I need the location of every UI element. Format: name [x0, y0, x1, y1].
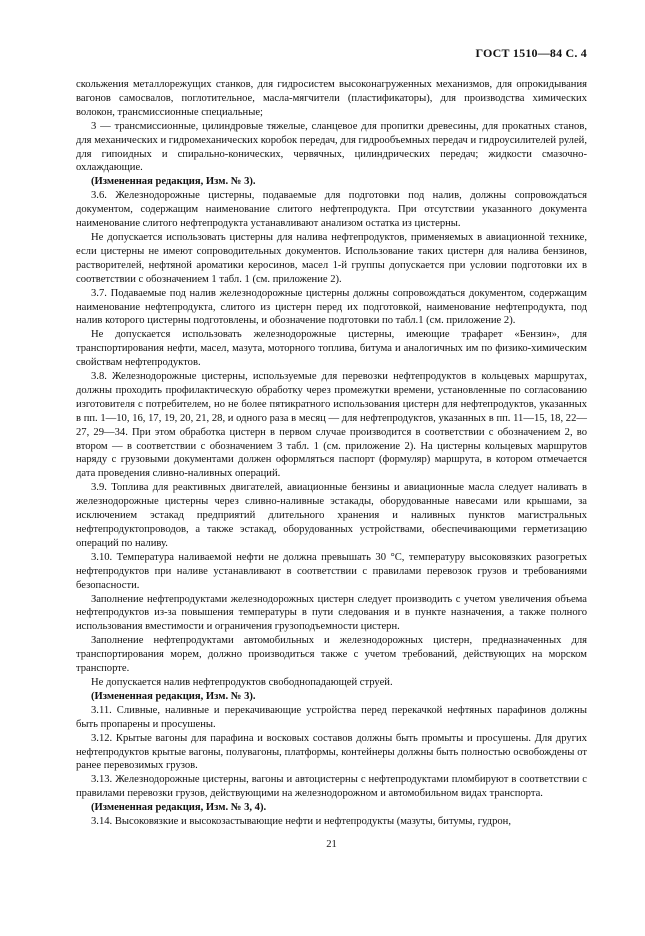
paragraph: 3.14. Высоковязкие и высокозастывающие нефти и нефтепродукты (мазуты, битумы, гудрон, — [91, 816, 511, 828]
paragraph: Не допускается использовать цистерны для налива нефтепродуктов, применяемых в авиационной технике, если цистерны не имеют сопроводительных документов. Использование таких цистерн для налива бензинов, растворителей, нефтяной ароматики керосинов, масел 1-й группы допускается при условии подготовки их в соответствии с обозначением 1 табл. 1 (см. приложение 2). — [76, 231, 587, 285]
page-number: 21 — [326, 838, 337, 850]
paragraph: Заполнение нефтепродуктами железнодорожных цистерн следует производить с учетом увеличения объема нефтепродуктов из-за повышения температуры в пути следования и в пункте назначения, а также полного использования вместимости и ограничения грузоподъемности цистерн. — [76, 593, 587, 633]
paragraph: 3.9. Топлива для реактивных двигателей, авиационные бензины и авиационные масла следует наливать в железнодорожные цистерны через сливно-наливные эстакады, оборудованные навесами или крышами, за исключением эстакад предприятий длительного хранения и наливных пунктов магистральных нефтепродуктопроводов, а также эстакад, оборудованных устройствами, обеспечивающими герметизацию операций по наливу. — [76, 482, 587, 549]
paragraph: Заполнение нефтепродуктами автомобильных и железнодорожных цистерн, предназначенных для транспортирования морем, должно производиться также с учетом требований, действующих на морском транспорте. — [76, 635, 587, 675]
paragraph: 3.13. Железнодорожные цистерны, вагоны и автоцистерны с нефтепродуктами пломбируют в соответствии с правилами перевозки грузов, действующими на железнодорожном и автомобильном видах транспорта. — [76, 774, 587, 800]
paragraph: 3.10. Температура наливаемой нефти не должна превышать 30 °С, температуру высоковязких разогретых нефтепродуктов при наливе устанавливают в соответствии с правилами перевозок грузов и требованиями безопасности. — [76, 551, 587, 591]
amendment-note: (Измененная редакция, Изм. № 3). — [91, 690, 256, 702]
paragraph: 3.6. Железнодорожные цистерны, подаваемые для подготовки под налив, должны сопровождаться документом, содержащим наименование слитого нефтепродукта. При отсутствии указанного документа наименование слитого нефтепродукта устанавливают анализом остатка из цистерны. — [76, 190, 587, 230]
paragraph: скольжения металлорежущих станков, для гидросистем высоконагруженных механизмов, для опрокидывания вагонов самосвалов, поглотительное, масла-мягчители (пластификаторы), для производства химических волокон, трансмиссионные специальные; — [76, 79, 587, 118]
amendment-note: (Измененная редакция, Изм. № 3, 4). — [91, 802, 267, 814]
page-header: ГОСТ 1510—84 С. 4 — [475, 46, 587, 60]
paragraph: 3.8. Железнодорожные цистерны, используемые для перевозки нефтепродуктов в кольцевых маршрутах, должны проходить профилактическую обработку через промежутки времени, установленные по согласованию изготовителя с потребителем, но не более пятикратного использования цистерн для нефтепродуктов, указанных в пп. 1—10, 16, 17, 19, 20, 21, 28, и одного раза в месяц — для нефтепродуктов, указанных в пп. 11—15, 18, 22—27, 29—34. При этом обработка цистерн в первом случае производится в соответствии с обозначением 2, во втором — в соответствии с обозначением 3 табл. 1 (см. приложение 2). На цистерны кольцевых маршрутов наряду с грузовыми документами должен оформляться паспорт (формуляр) маршрута, в котором отмечается дата проведения сливно-наливных операций. — [76, 371, 587, 480]
paragraph: Не допускается налив нефтепродуктов свободнопадающей струей. — [91, 676, 393, 688]
paragraph: 3.11. Сливные, наливные и перекачивающие устройства перед перекачкой нефтяных парафинов должны быть пропарены и просушены. — [76, 704, 587, 730]
paragraph: 3.12. Крытые вагоны для парафина и восковых составов должны быть промыты и просушены. Для других нефтепродуктов крытые вагоны, полувагоны, платформы, контейнеры должны быть полностью освобождены от ранее перевозимых грузов. — [76, 732, 587, 772]
paragraph: 3 — трансмиссионные, цилиндровые тяжелые, сланцевое для пропитки древесины, для прокатных станов, для механических и гидромеханических коробок передач, для гидрообъемных передач и гидроусилителей рулей, для гипоидных и спирально-конических, червячных, цилиндрических передач; жидкости смазочно-охлаждающие. — [76, 120, 587, 174]
document-body — [76, 78, 587, 829]
paragraph: Не допускается использовать железнодорожные цистерны, имеющие трафарет «Бензин», для транспортирования нефти, масел, мазута, моторного топлива, битума и аналогичных им по физико-химическим свойствам нефтепродуктов. — [76, 329, 587, 369]
amendment-note: (Измененная редакция, Изм. № 3). — [91, 176, 256, 188]
paragraph: 3.7. Подаваемые под налив железнодорожные цистерны должны сопровождаться документом, содержащим наименование нефтепродукта, слитого из цистерн перед их подготовкой, наименование нефтепродукта, под налив которого цистерны подготовлены, и обозначение подготовки по табл.1 (см. приложение 2). — [76, 287, 587, 327]
